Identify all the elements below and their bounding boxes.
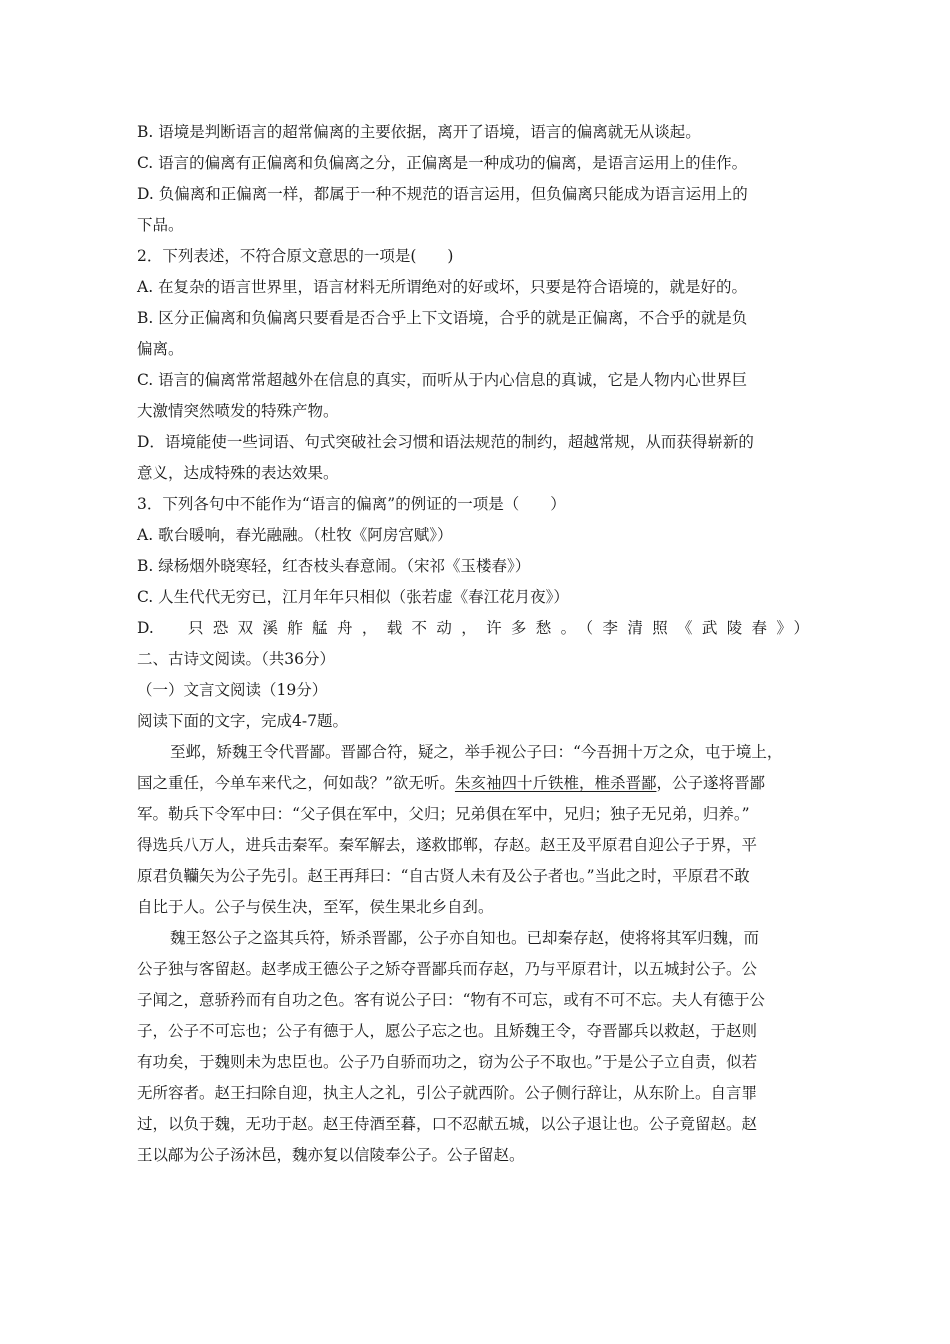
reading-instruction: 阅读下面的文字，完成4-7题。 bbox=[137, 712, 348, 730]
passage1-line3: 军。勒兵下令军中曰：“父子俱在军中，父归；兄弟俱在军中，兄归；独子无兄弟，归养。” bbox=[137, 805, 750, 823]
passage2-line6: 无所容者。赵王扫除自迎，执主人之礼，引公子就西阶。公子侧行辞让，从东阶上。自言罪 bbox=[137, 1084, 758, 1102]
passage1-line4: 得选兵八万人，进兵击秦军。秦军解去，遂救邯郸，存赵。赵王及平原君自迎公子于界，平 bbox=[137, 836, 758, 854]
q2-option-a: A. 在复杂的语言世界里，语言材料无所谓绝对的好或坏，只要是符合语境的，就是好的。 bbox=[137, 278, 748, 296]
passage1-line2-end: ，公子遂将晋鄙 bbox=[656, 774, 765, 792]
passage2-line4: 子，公子不可忘也；公子有德于人，愿公子忘之也。且矫魏王令，夺晋鄙兵以救赵，于赵则 bbox=[137, 1022, 758, 1040]
q3-option-a: A. 歌台暖响，春光融融。（杜牧《阿房宫赋》） bbox=[137, 526, 453, 544]
q1-option-b: B. 语境是判断语言的超常偏离的主要依据，离开了语境，语言的偏离就无从谈起。 bbox=[137, 123, 701, 141]
q1-option-d-line2: 下品。 bbox=[137, 216, 184, 234]
passage1-line6: 自比于人。公子与侯生决，至军，侯生果北乡自刭。 bbox=[137, 898, 494, 916]
q2-option-c-line1: C. 语言的偏离常常超越外在信息的真实，而听从于内心信息的真诚，它是人物内心世界巨 bbox=[137, 371, 748, 389]
q2-option-c-line2: 大激情突然喷发的特殊产物。 bbox=[137, 402, 339, 420]
q3-option-d: D. 只恐双溪舴艋舟，载不动，许多愁。（李清照《武陵春》） bbox=[137, 619, 809, 637]
q2-option-d-line2: 意义，达成特殊的表达效果。 bbox=[137, 464, 339, 482]
q3-option-c: C. 人生代代无穷已，江月年年只相似（张若虚《春江花月夜》） bbox=[137, 588, 569, 606]
passage2-line3: 子闻之，意骄矜而有自功之色。客有说公子曰：“物有不可忘，或有不可不忘。夫人有德于公 bbox=[137, 991, 765, 1009]
q2-option-d-line1: D．语境能使一些词语、句式突破社会习惯和语法规范的制约，超越常规，从而获得崭新的 bbox=[137, 433, 754, 451]
q3-stem: 3．下列各句中不能作为“语言的偏离”的例证的一项是（ ） bbox=[137, 495, 566, 513]
passage1-line5: 原君负韊矢为公子先引。赵王再拜曰：“自古贤人未有及公子者也。”当此之时，平原君不敢 bbox=[137, 867, 750, 885]
underlined-sentence: 朱亥袖四十斤铁椎，椎杀晋鄙 bbox=[454, 774, 657, 792]
subsection-title: （一）文言文阅读（19分） bbox=[137, 681, 328, 699]
q2-option-b-line1: B. 区分正偏离和负偏离只要看是否合乎上下文语境，合乎的就是正偏离，不合乎的就是负 bbox=[137, 309, 748, 327]
passage2-line5: 有功矣，于魏则未为忠臣也。公子乃自骄而功之，窃为公子不取也。”于是公子立自责，似若 bbox=[137, 1053, 758, 1071]
passage2-line2: 公子独与客留赵。赵孝成王德公子之矫夺晋鄙兵而存赵，乃与平原君计，以五城封公子。公 bbox=[137, 960, 758, 978]
q2-stem: 2．下列表述，不符合原文意思的一项是( ) bbox=[137, 247, 454, 265]
passage2-line1: 魏王怒公子之盗其兵符，矫杀晋鄙，公子亦自知也。已却秦存赵，使将将其军归魏，而 bbox=[170, 929, 760, 947]
q1-option-d-line1: D. 负偏离和正偏离一样，都属于一种不规范的语言运用，但负偏离只能成为语言运用上的 bbox=[137, 185, 748, 203]
passage2-line8: 王以鄗为公子汤沐邑，魏亦复以信陵奉公子。公子留赵。 bbox=[137, 1146, 525, 1164]
passage1-line2-start: 国之重任，今单车来代之，何如哉？”欲无听。 bbox=[137, 774, 455, 792]
passage1-line2 bbox=[137, 772, 765, 794]
passage2-line7: 过，以负于魏，无功于赵。赵王侍酒至暮，口不忍献五城，以公子退让也。公子竟留赵。赵 bbox=[137, 1115, 758, 1133]
q3-option-b: B. 绿杨烟外晓寒轻，红杏枝头春意闹。（宋祁《玉楼春》） bbox=[137, 557, 531, 575]
passage1-line1: 至邺，矫魏王令代晋鄙。晋鄙合符，疑之，举手视公子曰：“今吾拥十万之众，屯于境上， bbox=[170, 743, 783, 761]
section-title: 二、古诗文阅读。（共36分） bbox=[137, 650, 335, 668]
q2-option-b-line2: 偏离。 bbox=[137, 340, 184, 358]
q1-option-c: C. 语言的偏离有正偏离和负偏离之分，正偏离是一种成功的偏离，是语言运用上的佳作。 bbox=[137, 154, 748, 172]
